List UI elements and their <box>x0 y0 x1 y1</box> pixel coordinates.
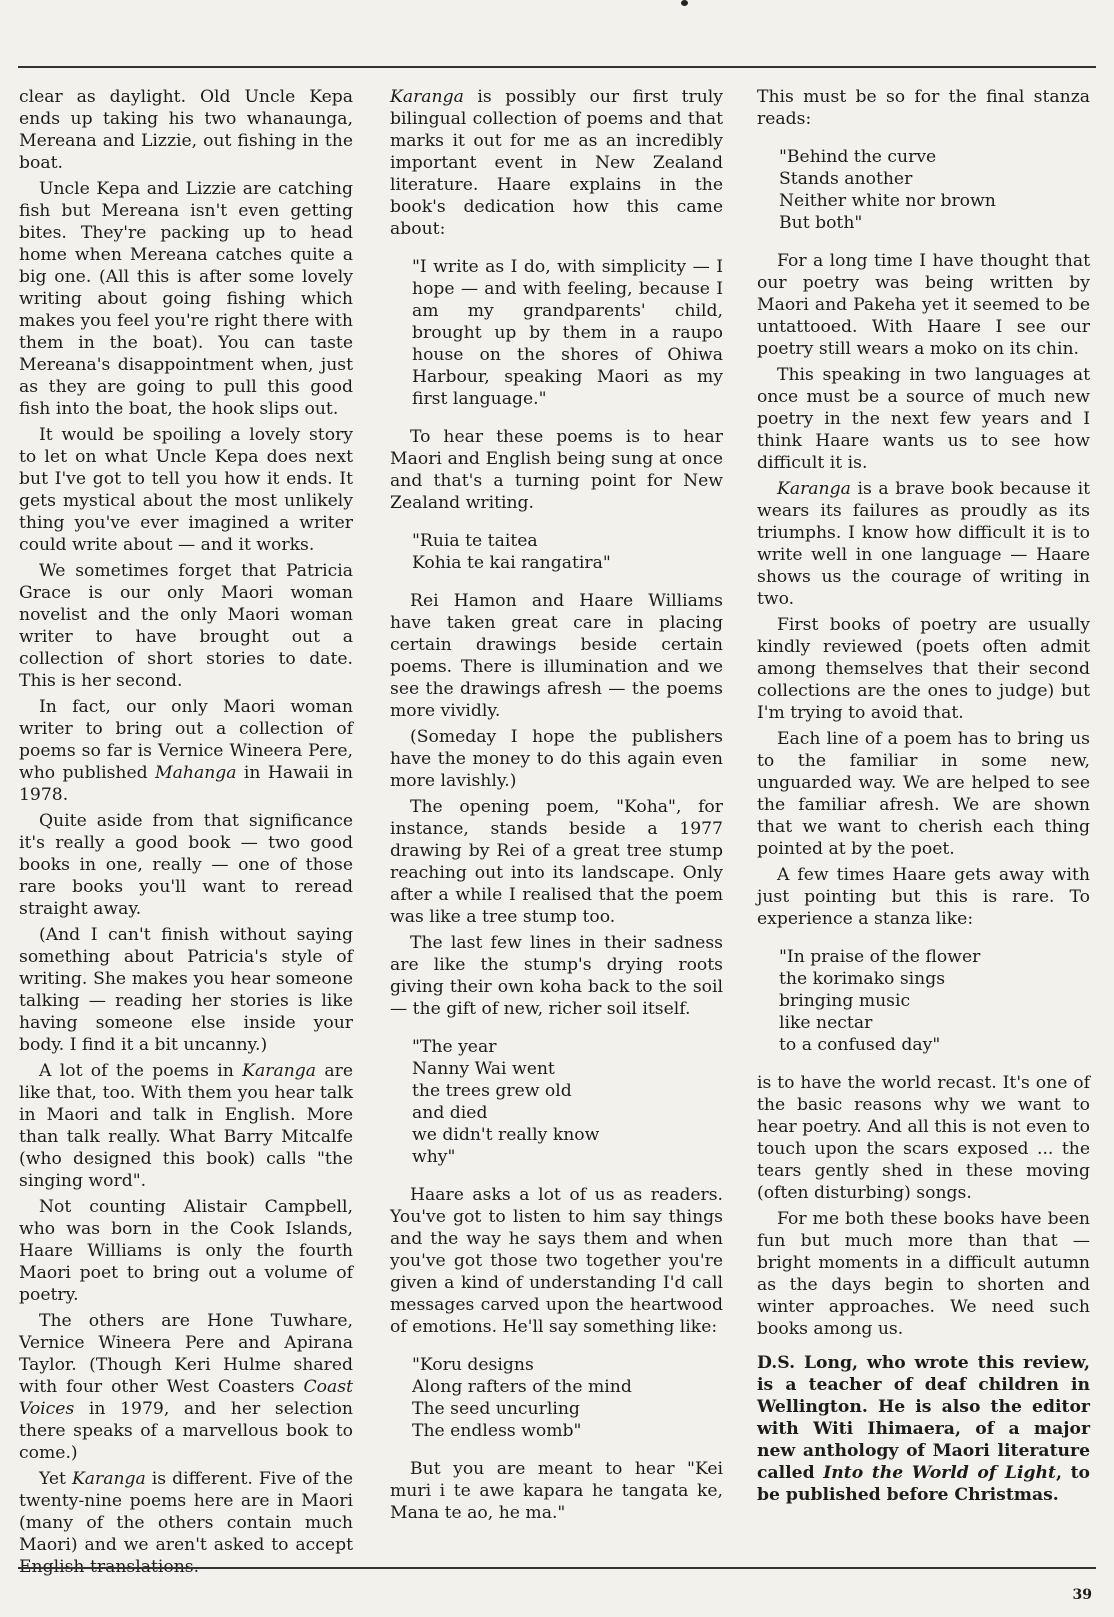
paragraph: (And I can't finish without saying something about Patricia's style of writing. She makes you hear someone talking — reading her stories is like having someone else inside your body. I find it a bit uncanny.) <box>19 925 353 1055</box>
paragraph: (Someday I hope the publishers have the money to do this again even more lavishly.) <box>390 727 723 791</box>
verse: "The year Nanny Wai went the trees grew old and died we didn't really know why" <box>412 1037 600 1167</box>
paragraph: Yet Karanga is different. Five of the twenty-nine poems here are in Maori (many of the others contain much Maori) and we aren't asked to accept English translations. <box>19 1469 353 1577</box>
paragraph: But you are meant to hear "Kei muri i te awe kapara he tangata ke, Mana te ao, he ma." <box>390 1459 723 1523</box>
paragraph: In fact, our only Maori woman writer to bring out a collection of poems so far is Vernice Wineera Pere, who published Mahanga in Hawaii in 1978. <box>19 697 353 805</box>
paragraph: Karanga is a brave book because it wears its failures as proudly as its triumphs. I know how difficult it is to write well in one language — Haare shows us the courage of writing in two. <box>757 479 1090 609</box>
book-title: Mahanga <box>155 763 237 783</box>
book-title: Karanga <box>242 1061 317 1081</box>
paragraph: It would be spoiling a lovely story to let on what Uncle Kepa does next but I've got to tell you how it ends. It gets mystical about the most unlikely thing you've ever imagined a writer could write about — and it works. <box>19 425 353 555</box>
paragraph: is to have the world recast. It's one of the basic reasons why we want to hear poetry. And all this is not even to touch upon the scars exposed ... the tears gently shed in these moving (often disturbing) songs. <box>757 1073 1090 1203</box>
paragraph: Rei Hamon and Haare Williams have taken great care in placing certain drawings beside certain poems. There is illumination and we see the drawings afresh — the poems more vividly. <box>390 591 723 721</box>
bottom-rule <box>18 1567 1096 1569</box>
paragraph: Quite aside from that significance it's really a good book — two good books in one, really — one of those rare books you'll want to reread straight away. <box>19 811 353 919</box>
paragraph: The opening poem, "Koha", for instance, stands beside a 1977 drawing by Rei of a great tree stump reaching out into its landscape. Only after a while I realised that the poem was like a tree stump too. <box>390 797 723 927</box>
paragraph: A lot of the poems in Karanga are like that, too. With them you hear talk in Maori and talk in English. More than talk really. What Barry Mitcalfe (who designed this book) calls "the singing word". <box>19 1061 353 1191</box>
paragraph: First books of poetry are usually kindly reviewed (poets often admit among themselves that their second collections are the ones to judge) but I'm trying to avoid that. <box>757 615 1090 723</box>
paragraph: clear as daylight. Old Uncle Kepa ends up taking his two whanaunga, Mereana and Lizzie, out fishing in the boat. <box>19 87 353 173</box>
verse: "Ruia te taitea Kohia te kai rangatira" <box>412 531 611 573</box>
paragraph: This must be so for the final stanza reads: <box>757 87 1090 129</box>
author-bio: D.S. Long, who wrote this review, is a teacher of deaf children in Wellington. He is also the editor with Witi Ihimaera, of a major new anthology of Maori literature called Into the World of Light, to be published before Christmas. <box>757 1353 1091 1505</box>
book-title: Karanga <box>390 87 464 107</box>
book-title: Coast Voices <box>19 1377 353 1419</box>
book-title: Karanga <box>777 479 851 499</box>
column-1 <box>19 86 353 1582</box>
paragraph: Each line of a poem has to bring us to the familiar in some new, unguarded way. We are helped to see the familiar afresh. We are shown that we want to cherish each thing pointed at by the poet. <box>757 729 1090 859</box>
page-number: 39 <box>1072 1587 1092 1603</box>
verse: "Behind the curve Stands another Neither white nor brown But both" <box>779 147 996 233</box>
book-title: Into the World of Light <box>823 1463 1056 1483</box>
ink-dot <box>681 0 688 6</box>
column-3 <box>757 86 1090 1510</box>
paragraph: Uncle Kepa and Lizzie are catching fish but Mereana isn't even getting bites. They're packing up to head home when Mereana catches quite a big one. (All this is after some lovely writing about going fishing which makes you feel you're right there with them in the boat). You can taste Mereana's disappointment when, just as they are going to pull this good fish into the boat, the hook slips out. <box>19 179 353 419</box>
book-title: Karanga <box>71 1469 146 1489</box>
verse: "Koru designs Along rafters of the mind The seed uncurling The endless womb" <box>412 1355 632 1441</box>
paragraph: This speaking in two languages at once must be a source of much new poetry in the next few years and I think Haare wants us to see how difficult it is. <box>757 365 1090 473</box>
paragraph: Karanga is possibly our first truly bilingual collection of poems and that marks it out for me as an incredibly important event in New Zealand literature. Haare explains in the book's dedication how this came about: <box>390 87 723 239</box>
paragraph: The others are Hone Tuwhare, Vernice Wineera Pere and Apirana Taylor. (Though Keri Hulme shared with four other West Coasters Coast Voices in 1979, and her selection there speaks of a marvellous book to come.) <box>19 1311 353 1463</box>
block-quote: "I write as I do, with simplicity — I hope — and with feeling, because I am my grandparents' child, brought up by them in a raupo house on the shores of Ohiwa Harbour, speaking Maori as my first language." <box>412 257 723 409</box>
paragraph: We sometimes forget that Patricia Grace is our only Maori woman novelist and the only Maori woman writer to have brought out a collection of short stories to date. This is her second. <box>19 561 353 691</box>
paragraph: For me both these books have been fun but much more than that — bright moments in a difficult autumn as the days begin to shorten and winter approaches. We need such books among us. <box>757 1209 1090 1339</box>
paragraph: Not counting Alistair Campbell, who was born in the Cook Islands, Haare Williams is only the fourth Maori poet to bring out a volume of poetry. <box>19 1197 353 1305</box>
paragraph: To hear these poems is to hear Maori and English being sung at once and that's a turning point for New Zealand writing. <box>390 427 723 513</box>
paragraph: Haare asks a lot of us as readers. You've got to listen to him say things and the way he says them and when you've got those two together you're given a kind of understanding I'd call messages carved upon the heartwood of emotions. He'll say something like: <box>390 1185 723 1337</box>
paragraph: For a long time I have thought that our poetry was being written by Maori and Pakeha yet it seemed to be untattooed. With Haare I see our poetry still wears a moko on its chin. <box>757 251 1090 359</box>
top-rule <box>18 66 1096 68</box>
paragraph: The last few lines in their sadness are like the stump's drying roots giving their own koha back to the soil — the gift of new, richer soil itself. <box>390 933 723 1019</box>
verse: "In praise of the flower the korimako sings bringing music like nectar to a confused day" <box>779 947 981 1055</box>
column-2 <box>390 86 723 1528</box>
paragraph: A few times Haare gets away with just pointing but this is rare. To experience a stanza like: <box>757 865 1090 929</box>
